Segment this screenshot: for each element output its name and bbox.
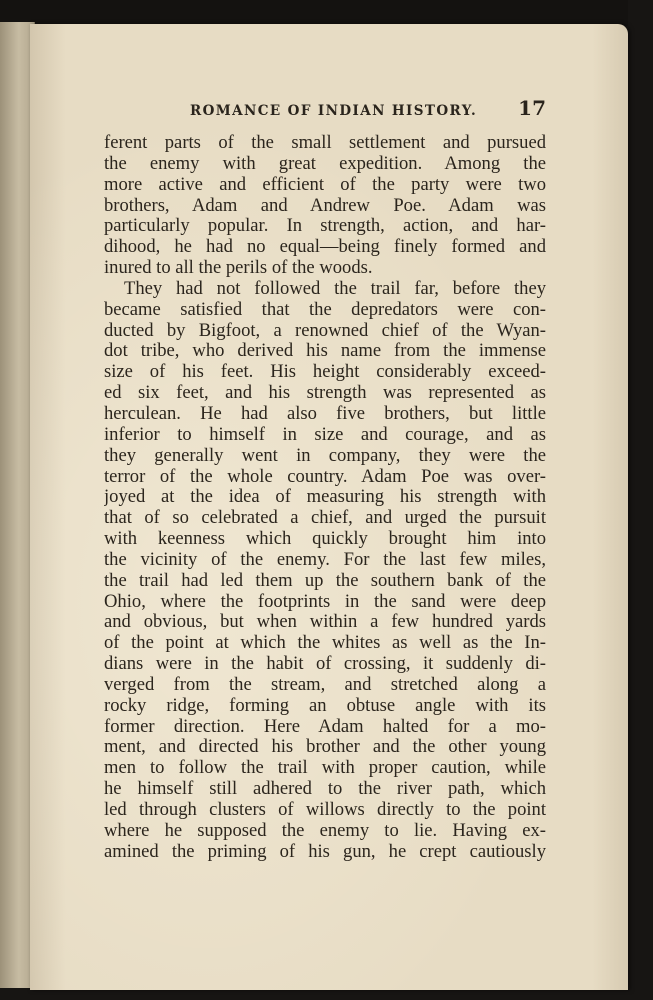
scan-backdrop-top (0, 0, 653, 26)
text-line: dians were in the habit of crossing, it suddenly di- (104, 654, 546, 675)
text-line: he himself still adhered to the river path, which (104, 779, 546, 800)
text-line: dihood, he had no equal—being finely formed and (104, 237, 546, 258)
page-number: 17 (518, 96, 546, 120)
text-line: They had not followed the trail far, before they (124, 278, 546, 299)
text-line: they generally went in company, they were the (104, 445, 546, 466)
text-line: Ohio, where the footprints in the sand were deep (104, 591, 546, 612)
text-line: particularly popular. In strength, action, and har- (104, 216, 546, 237)
text-line: terror of the whole country. Adam Poe was over- (104, 466, 546, 487)
running-head (190, 96, 546, 118)
text-line: men to follow the trail with proper caution, while (104, 758, 546, 779)
text-line: the vicinity of the enemy. For the last few miles, (104, 549, 546, 570)
text-line: verged from the stream, and stretched along a (104, 674, 546, 695)
text-line: joyed at the idea of measuring his strength with (104, 487, 546, 508)
text-line: former direction. Here Adam halted for a mo- (104, 716, 546, 737)
text-line: brothers, Adam and Andrew Poe. Adam was (104, 195, 546, 216)
text-line: the trail had led them up the southern bank of the (104, 570, 546, 591)
text-line: the enemy with great expedition. Among the (104, 153, 546, 174)
text-line: ment, and directed his brother and the other young (104, 737, 546, 758)
text-line: ducted by Bigfoot, a renowned chief of the Wyan- (104, 320, 546, 341)
text-line: herculean. He had also five brothers, but little (104, 403, 546, 424)
text-line: and obvious, but when within a few hundred yards (104, 612, 546, 633)
text-line: inured to all the perils of the woods. (104, 258, 373, 279)
text-line: led through clusters of willows directly to the point (104, 800, 546, 820)
text-line: of the point at which the whites as well as the In- (104, 633, 546, 654)
text-line: rocky ridge, forming an obtuse angle with its (104, 695, 546, 716)
text-line: size of his feet. His height considerably exceed- (104, 362, 546, 383)
text-line: ed six feet, and his strength was represented as (104, 383, 546, 404)
running-head-title: ROMANCE OF INDIAN HISTORY. (190, 103, 478, 119)
text-line: became satisfied that the depredators were con- (104, 299, 546, 320)
text-line: inferior to himself in size and courage, and as (104, 424, 546, 445)
body-text (104, 133, 546, 863)
text-line: amined the priming of his gun, he crept cautiously (104, 841, 546, 862)
scan-backdrop-right (628, 0, 653, 1000)
text-line: with keenness which quickly brought him into (104, 529, 546, 550)
text-line: that of so celebrated a chief, and urged the pursuit (104, 508, 546, 529)
text-line: dot tribe, who derived his name from the immense (104, 341, 546, 362)
text-line: more active and efficient of the party were two (104, 174, 546, 195)
text-line: ferent parts of the small settlement and pursued (104, 133, 546, 153)
text-line: where he supposed the enemy to lie. Having ex- (104, 820, 546, 841)
